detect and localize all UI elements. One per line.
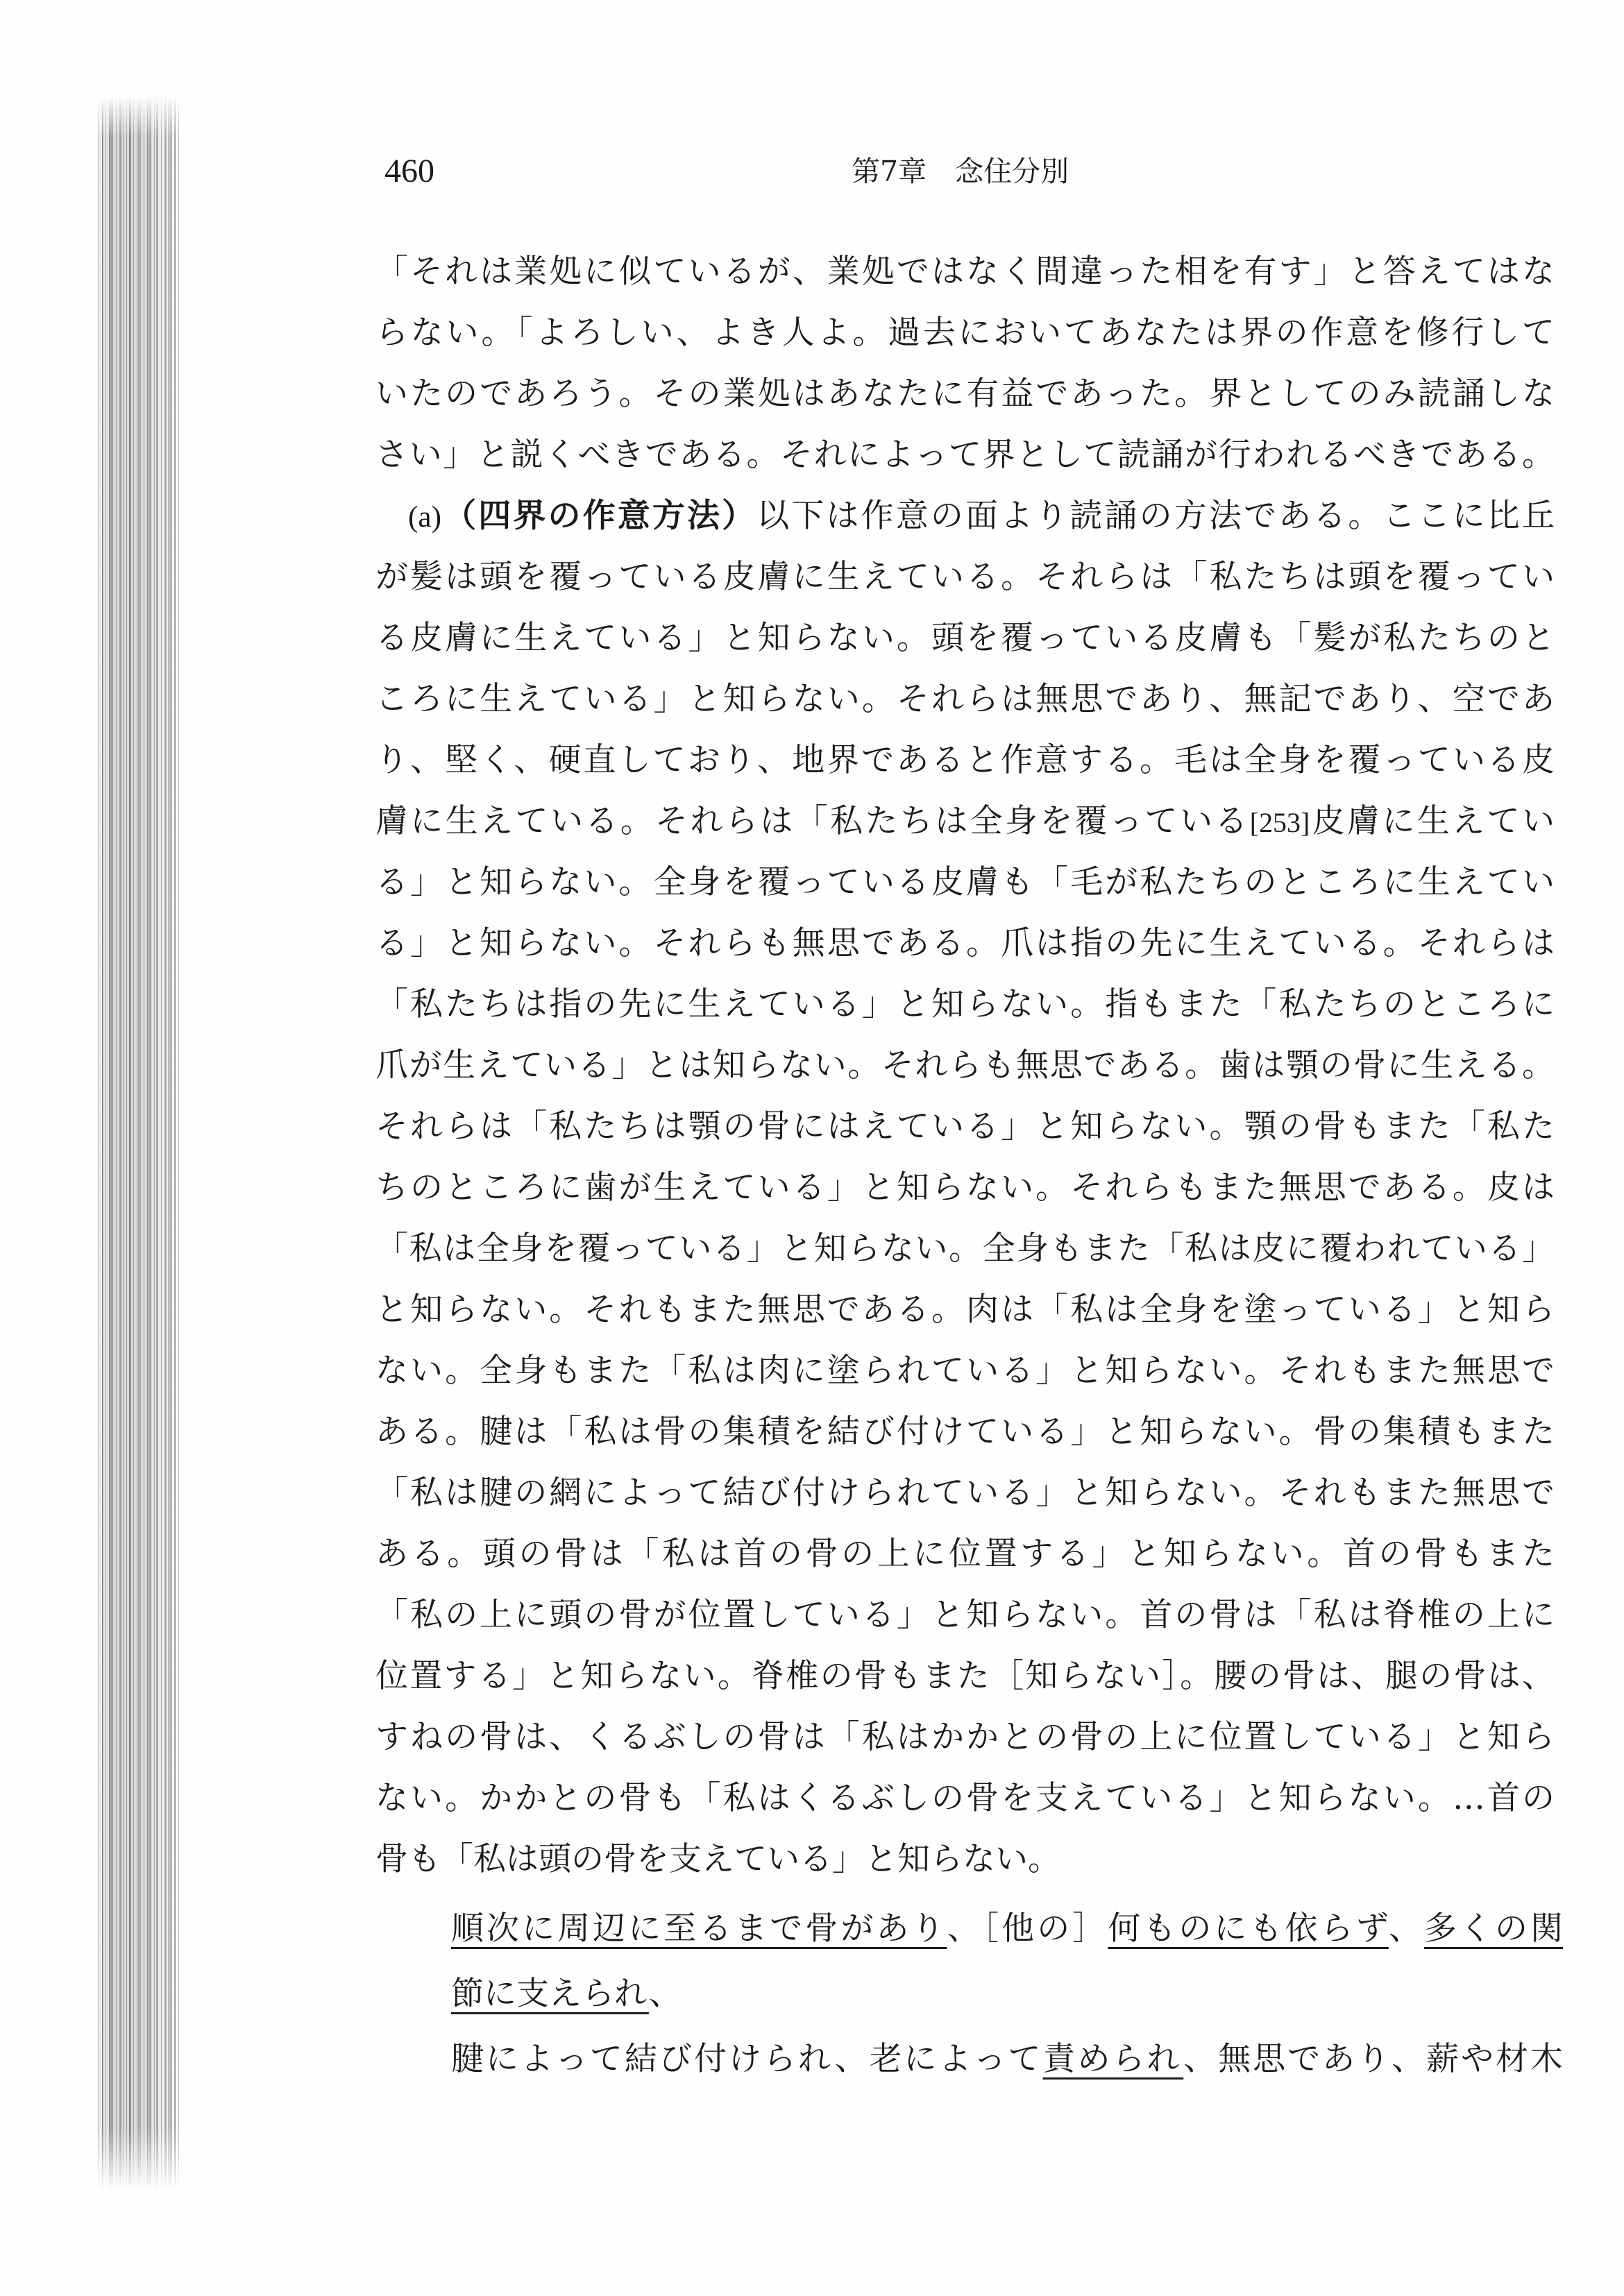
text-line: り、堅く、硬直しており、地界であると作意する。毛は全身を覆っている皮 bbox=[375, 741, 1555, 779]
verse-phrase: 何ものにも依らず bbox=[1108, 1910, 1389, 1948]
text-line: 「私たちは指の先に生えている」と知らない。指もまた「私たちのところに bbox=[375, 985, 1555, 1023]
text-line: らない。「よろしい、よき人よ。過去においてあなたは界の作意を修行して bbox=[375, 314, 1555, 352]
verse-phrase: 、 bbox=[648, 1975, 682, 2013]
verse-phrase: 多くの関 bbox=[1423, 1910, 1564, 1948]
verse-phrase: 、 bbox=[1388, 1910, 1424, 1948]
text-line: ある。腱は「私は骨の集積を結び付けている」と知らない。骨の集積もまた bbox=[375, 1413, 1555, 1451]
text-line: ころに生えている」と知らない。それらは無思であり、無記であり、空であ bbox=[375, 680, 1555, 718]
text-line: いたのであろう。その業処はあなたに有益であった。界としてのみ読誦しな bbox=[375, 375, 1555, 413]
text-line: 「私の上に頭の骨が位置している」と知らない。首の骨は「私は脊椎の上に bbox=[375, 1596, 1555, 1634]
section-heading: （四界の作意方法） bbox=[441, 497, 757, 535]
body-text bbox=[375, 241, 1555, 1890]
page-reference: [253] bbox=[1249, 807, 1310, 838]
text-line: と知らない。それもまた無思である。肉は「私は全身を塗っている」と知ら bbox=[375, 1291, 1555, 1329]
verse-phrase: 、［他の］ bbox=[947, 1910, 1108, 1948]
text-line: 爪が生えている」とは知らない。それらも無思である。歯は顎の骨に生える。 bbox=[375, 1046, 1555, 1085]
section-label: (a) bbox=[408, 500, 441, 534]
text-line: が髪は頭を覆っている皮膚に生えている。それらは「私たちは頭を覆ってい bbox=[375, 558, 1555, 596]
text-line: 「私は全身を覆っている」と知らない。全身もまた「私は皮に覆われている」 bbox=[375, 1230, 1555, 1268]
text-line: る皮膚に生えている」と知らない。頭を覆っている皮膚も「髪が私たちのと bbox=[375, 619, 1555, 657]
text-line: ない。全身もまた「私は肉に塗られている」と知らない。それもまた無思で bbox=[375, 1352, 1555, 1390]
text-line: ない。かかとの骨も「私はくるぶしの骨を支えている」と知らない。…首の bbox=[375, 1779, 1555, 1817]
binding-shadow bbox=[97, 96, 179, 2191]
text-line: る」と知らない。それらも無思である。爪は指の先に生えている。それらは bbox=[375, 924, 1555, 962]
text-line: 位置する」と知らない。脊椎の骨もまた［知らない］。腰の骨は、腿の骨は、 bbox=[375, 1657, 1555, 1695]
text-line: すねの骨は、くるぶしの骨は「私はかかとの骨の上に位置している」と知ら bbox=[375, 1718, 1555, 1756]
text-line bbox=[375, 791, 1555, 852]
verse-block bbox=[451, 1896, 1563, 2092]
text-run: 皮膚に生えてい bbox=[1310, 802, 1555, 840]
verse-line bbox=[451, 1962, 1563, 2027]
verse-phrase: 、無思であり、薪や材木 bbox=[1183, 2040, 1564, 2078]
text-line: 「それは業処に似ているが、業処ではなく間違った相を有す」と答えてはな bbox=[375, 253, 1555, 291]
text-run: 膚に生えている。それらは「私たちは全身を覆っている bbox=[375, 802, 1250, 840]
verse-phrase: 節に支えられ bbox=[451, 1975, 649, 2013]
verse-line bbox=[451, 1896, 1563, 1962]
page-number: 460 bbox=[384, 153, 434, 189]
verse-phrase: 順次に周辺に至るまで骨があり bbox=[451, 1910, 947, 1948]
section-opening-line bbox=[375, 486, 1555, 547]
text-line: さい」と説くべきである。それによって界として読誦が行われるべきである。 bbox=[375, 436, 1555, 474]
verse-phrase: 腱によって結び付けられ、老によって bbox=[451, 2040, 1043, 2078]
verse-phrase: 責められ bbox=[1042, 2040, 1184, 2078]
text-run: 以下は作意の面より読誦の方法である。ここに比丘 bbox=[756, 497, 1555, 535]
text-line: る」と知らない。全身を覆っている皮膚も「毛が私たちのところに生えてい bbox=[375, 863, 1555, 901]
text-line: ちのところに歯が生えている」と知らない。それらもまた無思である。皮は bbox=[375, 1168, 1555, 1207]
text-line: ある。頭の骨は「私は首の骨の上に位置する」と知らない。首の骨もまた bbox=[375, 1535, 1555, 1573]
verse-line bbox=[451, 2027, 1563, 2092]
text-line: 「私は腱の網によって結び付けられている」と知らない。それもまた無思で bbox=[375, 1474, 1555, 1512]
text-line: それらは「私たちは顎の骨にはえている」と知らない。顎の骨もまた「私た bbox=[375, 1107, 1555, 1146]
text-line: 骨も「私は頭の骨を支えている」と知らない。 bbox=[375, 1840, 1060, 1878]
running-title: 第7章 念住分別 bbox=[852, 155, 1069, 188]
